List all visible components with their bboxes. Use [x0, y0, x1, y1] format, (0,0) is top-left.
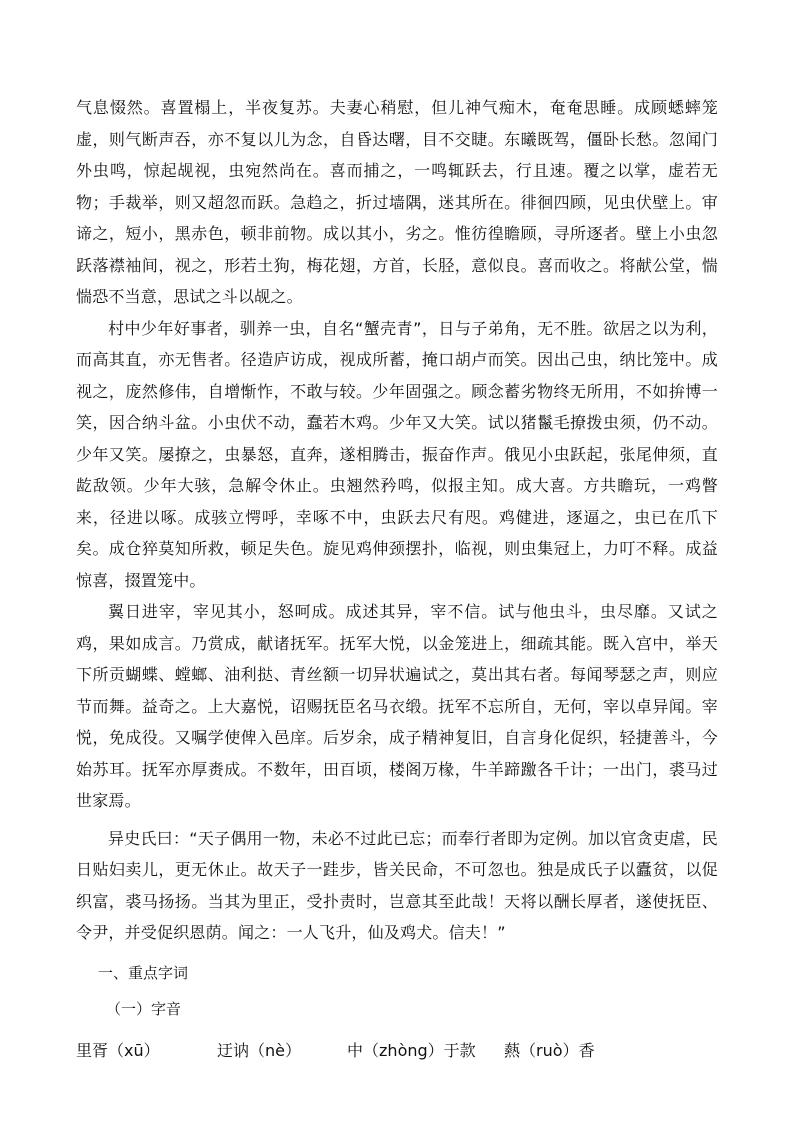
section-subtitle: （一）字音	[106, 999, 182, 1018]
vocab-pinyin: xū	[124, 1040, 144, 1060]
paragraph-3: 翼日进宰，宰见其小，怒呵成。成述其异，宰不信。试与他虫斗，虫尽靡。又试之鸡，果如成言。乃赏成，献诸抚军。抚军大悦，以金笼进上，细疏其能。既入宫中，举天下所贡蝴蝶、螳螂、油利挞、青丝额一切异状遍试之，莫出其右者。每闻琴瑟之声，则应节而舞。益奇之。上大嘉悦，诏赐抚臣名马衣缎。抚军不忘所自，无何，宰以卓异闻。宰悦，免成役。又嘱学使俾入邑庠。后岁余，成子精神复旧，自言身化促织，轻捷善斗，今始苏耳。抚军亦厚赉成。不数年，田百顷，楼阁万椽，牛羊蹄躈各千计；一出门，裘马过世家焉。	[76, 602, 718, 810]
vocab-word: 里胥	[76, 1040, 109, 1060]
vocab-word-suffix: 香	[578, 1040, 595, 1060]
vocab-item: 迂讷（nè）	[217, 1040, 302, 1060]
paragraph-4: 异史氏曰：“天子偶用一物，未必不过此已忘；而奉行者即为定例。加以官贪吏虐，民日贴妇卖儿，更无休止。故天子一跬步，皆关民命，不可忽也。独是成氏子以蠹贫，以促织富，裘马扬扬。当其为里正，受扑责时，岂意其至此哉！天将以酬长厚者，遂使抚臣、令尹，并受促织恩荫。闻之：一人飞升，仙及鸡犬。信夫！”	[76, 828, 718, 942]
vocab-pinyin: zhòng	[379, 1040, 428, 1060]
vocab-list	[76, 1037, 718, 1065]
paragraph-1: 气息惙然。喜置榻上，半夜复苏。夫妻心稍慰，但儿神气痴木，奄奄思睡。成顾蟋蟀笼虚，则气断声吞，亦不复以儿为念，自昏达曙，目不交睫。东曦既驾，僵卧长愁。忽闻门外虫鸣，惊起觇视，虫宛然尚在。喜而捕之，一鸣辄跃去，行且速。覆之以掌，虚若无物；手裁举，则又超忽而跃。急趋之，折过墙隅，迷其所在。徘徊四顾，见虫伏壁上。审谛之，短小，黑赤色，顿非前物。成以其小，劣之。惟彷徨瞻顾，寻所逐者。壁上小虫忽跃落襟袖间，视之，形若土狗，梅花翅，方首，长胫，意似良。喜而收之。将献公堂，惴惴恐不当意，思试之斗以觇之。	[76, 98, 718, 306]
vocab-word: 爇	[504, 1040, 521, 1060]
vocab-word-suffix: 于款	[443, 1040, 476, 1060]
vocab-word: 迂讷	[217, 1040, 250, 1060]
vocab-pinyin: nè	[265, 1040, 286, 1060]
vocab-item: 爇（ruò）香	[504, 1040, 595, 1060]
paragraph-2: 村中少年好事者，驯养一虫，自名“蟹壳青”，日与子弟角，无不胜。欲居之以为利，而高其直，亦无售者。径造庐访成，视成所蓄，掩口胡卢而笑。因出己虫，纳比笼中。成视之，庞然修伟，自增惭怍，不敢与较。少年固强之。顾念蓄劣物终无所用，不如拚博一笑，因合纳斗盆。小虫伏不动，蠢若木鸡。少年又大笑。试以猪鬣毛撩拨虫须，仍不动。少年又笑。屡撩之，虫暴怒，直奔，遂相腾击，振奋作声。俄见小虫跃起，张尾伸须，直龁敌领。少年大骇，急解令休止。虫翘然矜鸣，似报主知。成大喜。方共瞻玩，一鸡瞥来，径进以啄。成骇立愕呼，幸啄不中，虫跃去尺有咫。鸡健进，逐逼之，虫已在爪下矣。成仓猝莫知所救，顿足失色。旋见鸡伸颈摆扑，临视，则虫集冠上，力叮不释。成益惊喜，掇置笼中。	[76, 318, 718, 590]
section-title: 一、重点字词	[98, 963, 189, 982]
vocab-item: 中（zhòng）于款	[347, 1040, 476, 1060]
vocab-item: 里胥（xū）	[76, 1040, 160, 1060]
vocab-word: 中	[347, 1040, 364, 1060]
vocab-pinyin: ruò	[536, 1040, 563, 1060]
